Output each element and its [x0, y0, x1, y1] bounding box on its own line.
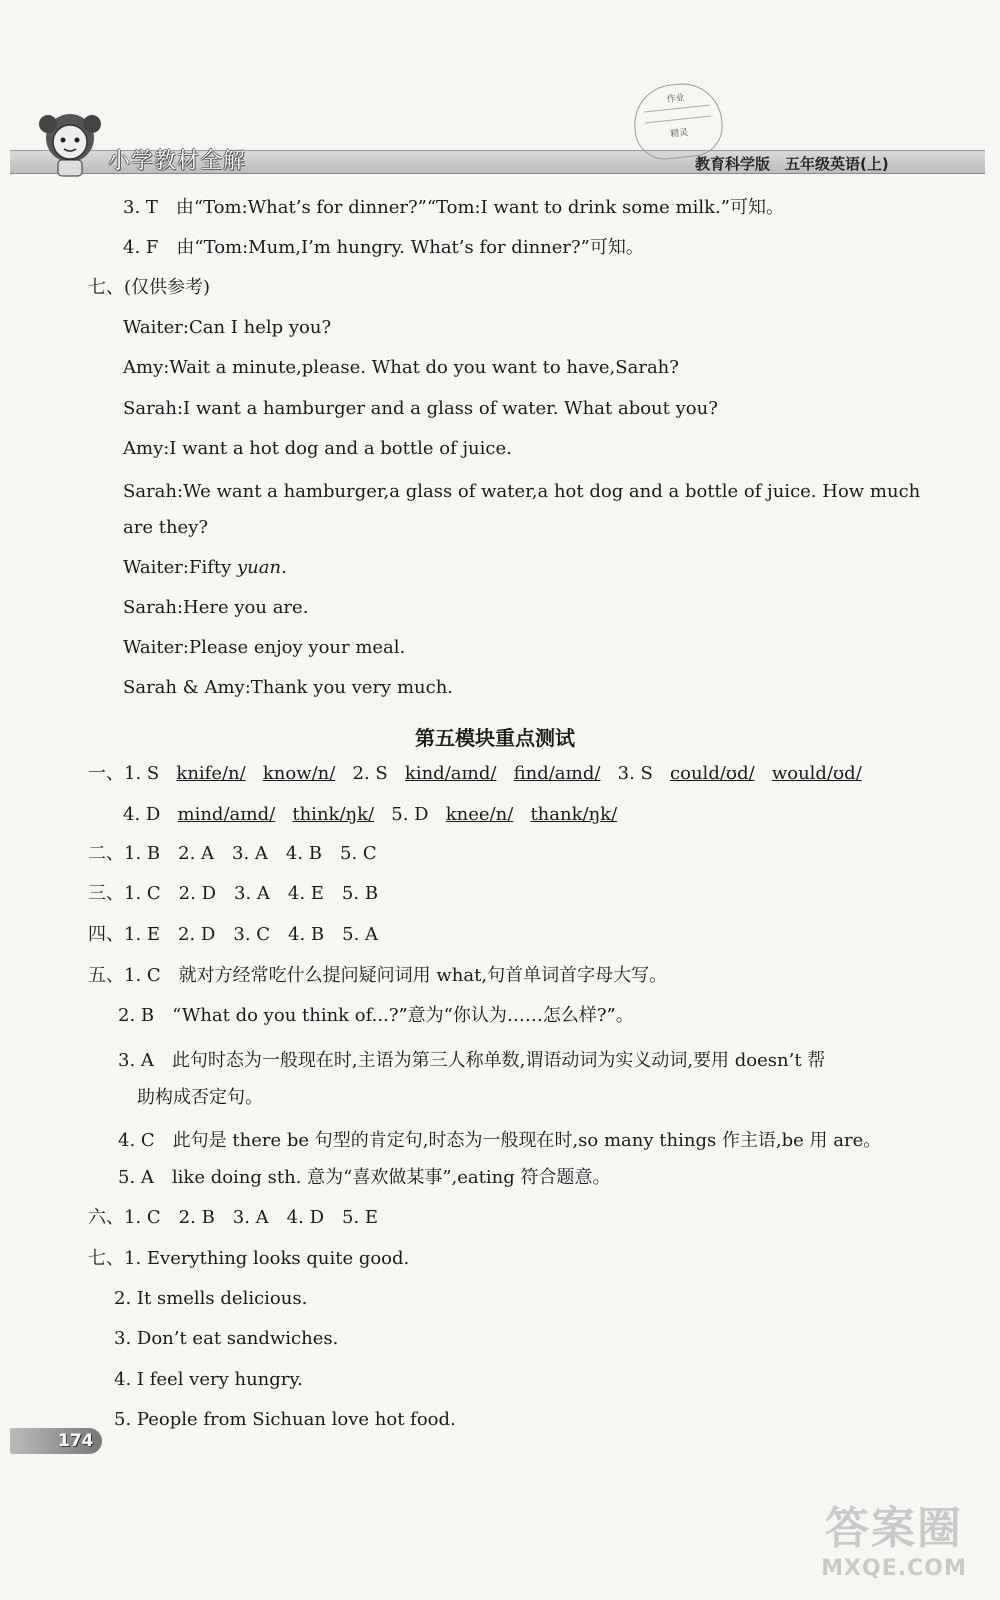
phonics-word: thank/ŋk/ — [530, 804, 618, 825]
section-heading: 七、(仅供参考) — [88, 277, 211, 298]
answer-line: 三、1. C 2. D 3. A 4. E 5. B — [88, 883, 379, 904]
dialogue-line: Sarah & Amy:Thank you very much. — [123, 677, 454, 698]
watermark — [806, 1492, 982, 1581]
dialogue-line: Amy:I want a hot dog and a bottle of juice. — [123, 438, 512, 459]
answer-line: 五、1. C 就对方经常吃什么提问疑问词用 what,句首单词首字母大写。 — [88, 965, 668, 986]
answer-line: 5. People from Sichuan love hot food. — [114, 1409, 456, 1430]
stamp-top-text: 作业 — [666, 93, 686, 106]
dialogue-line: Waiter:Please enjoy your meal. — [123, 637, 406, 658]
phonics-word: knee/n/ — [445, 804, 514, 825]
stamp-logo — [630, 80, 725, 163]
phonics-word: mind/aɪnd/ — [177, 804, 276, 825]
dialogue-line: Sarah:Here you are. — [123, 597, 309, 618]
book-title: 小学教材全解 — [108, 149, 247, 174]
phonics-word: knife/n/ — [176, 763, 246, 784]
section-title: 第五模块重点测试 — [415, 726, 575, 750]
dialogue-text: Waiter:Fifty — [123, 557, 238, 578]
phonics-word: think/ŋk/ — [292, 804, 375, 825]
dialogue-line: Sarah:I want a hamburger and a glass of water. What about you? — [123, 398, 718, 419]
page-number: 174 — [58, 1431, 94, 1451]
dialogue-line: are they? — [123, 517, 209, 538]
page-header — [0, 0, 1000, 200]
phonics-number: 4. D — [123, 804, 161, 825]
answer-line: 4. I feel very hungry. — [114, 1369, 303, 1390]
phonics-word: know/n/ — [262, 763, 336, 784]
watermark-logo: 答案圈 — [825, 1503, 963, 1554]
answer-line: 助构成否定句。 — [137, 1087, 263, 1108]
italic-word: yuan. — [237, 557, 287, 578]
edition-label: 教育科学版 五年级英语(上) — [695, 155, 889, 173]
watermark-url: MXQE.COM — [821, 1556, 967, 1581]
answer-line: 3. T 由“Tom:What’s for dinner?”“Tom:I want to drink some milk.”可知。 — [123, 197, 784, 218]
answer-line: 3. Don’t eat sandwiches. — [114, 1328, 339, 1349]
phonics-word: would/ʊd/ — [771, 763, 862, 784]
phonics-number: 5. D — [391, 804, 429, 825]
answer-line: 六、1. C 2. B 3. A 4. D 5. E — [88, 1207, 379, 1228]
stamp-bottom-text: 精灵 — [669, 128, 689, 140]
dialogue-line: Amy:Wait a minute,please. What do you want to have,Sarah? — [123, 357, 679, 378]
dialogue-line: Waiter:Can I help you? — [123, 317, 332, 338]
answer-line: 四、1. E 2. D 3. C 4. B 5. A — [88, 924, 379, 945]
answer-line: 4. F 由“Tom:Mum,I’m hungry. What’s for dinner?”可知。 — [123, 237, 644, 258]
phonics-word: find/aɪnd/ — [513, 763, 601, 784]
phonics-row-2 — [123, 804, 617, 826]
answer-line: 2. It smells delicious. — [114, 1288, 308, 1309]
answer-line: 二、1. B 2. A 3. A 4. B 5. C — [88, 843, 377, 864]
phonics-word: kind/aɪnd/ — [404, 763, 497, 784]
phonics-prefix: 一、1. S — [88, 763, 160, 784]
phonics-number: 2. S — [352, 763, 388, 784]
phonics-number: 3. S — [617, 763, 653, 784]
stamp-band — [644, 105, 711, 124]
answer-line: 5. A like doing sth. 意为“喜欢做某事”,eating 符合题意。 — [118, 1167, 611, 1188]
answer-line: 4. C 此句是 there be 句型的肯定句,时态为一般现在时,so many things 作主语,be 用 are。 — [118, 1130, 882, 1151]
dialogue-line — [123, 557, 287, 579]
phonics-row-1 — [88, 763, 862, 785]
answer-line: 3. A 此句时态为一般现在时,主语为第三人称单数,谓语动词为实义动词,要用 doesn’t 帮 — [118, 1050, 826, 1071]
phonics-word: could/ʊd/ — [670, 763, 755, 784]
answer-line: 2. B “What do you think of...?”意为“你认为……怎么样?”。 — [118, 1005, 634, 1026]
answer-line: 七、1. Everything looks quite good. — [88, 1248, 410, 1269]
dialogue-line: Sarah:We want a hamburger,a glass of water,a hot dog and a bottle of juice. How much — [123, 481, 921, 502]
